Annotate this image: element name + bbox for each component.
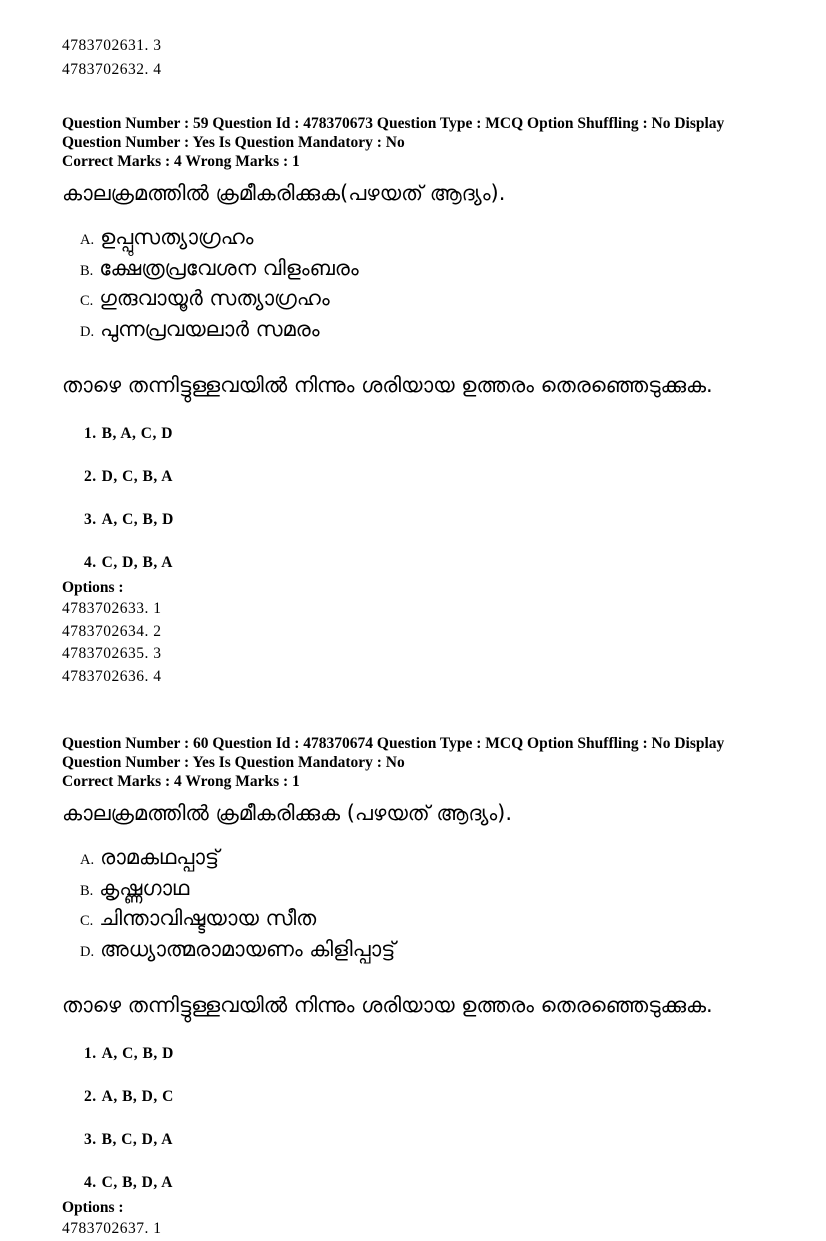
item-label: C. (80, 293, 94, 309)
option-id-row (62, 643, 770, 666)
list-item (80, 904, 770, 935)
item-text: ഗുരുവായൂർ സത്യാഗ്രഹം (99, 286, 330, 310)
choice-row (84, 1089, 770, 1105)
choice-text: B, A, C, D (101, 425, 173, 442)
choice-number: 2. (84, 468, 97, 485)
question-header: Question Number : 60 Question Id : 478370674 Question Type : MCQ Option Shuffling : No Display Question Number : Yes Is Question Mandatory : No (62, 735, 725, 771)
choice-text: A, C, B, D (101, 1045, 174, 1062)
option-id: 4783702631. (62, 37, 149, 54)
item-text: അധ്യാത്മരാമായണം കിളിപ്പാട്ട് (100, 936, 396, 961)
question-header: Question Number : 59 Question Id : 478370673 Question Type : MCQ Option Shuffling : No Display Question Number : Yes Is Question Mandatory : No (62, 115, 725, 151)
choice-number: 4. (84, 1174, 97, 1191)
choice-number: 2. (84, 1088, 97, 1105)
list-item (80, 315, 770, 346)
choice-text: C, D, B, A (101, 554, 173, 571)
item-text: ക്ഷേത്രപ്രവേശന വിളംബരം (99, 255, 359, 280)
item-text: കൃഷ്ണഗാഥ (99, 875, 190, 900)
choice-row (84, 555, 770, 571)
choice-text: B, C, D, A (101, 1131, 173, 1148)
question-text: കാലക്രമത്തിൽ ക്രമീകരിക്കുക(പഴയത് ആദ്യം). (62, 181, 506, 205)
item-label: D. (80, 943, 95, 960)
option-id: 4783702634. (62, 622, 149, 640)
item-label: A. (80, 852, 95, 868)
item-label: B. (80, 262, 94, 279)
choice-row (84, 1132, 770, 1148)
option-answer: 3 (153, 645, 162, 662)
choice-text: A, B, D, C (101, 1088, 174, 1105)
option-id: 4783702633. (62, 600, 149, 617)
list-item (80, 254, 770, 285)
option-id: 4783702636. (62, 667, 149, 685)
question-text: കാലക്രമത്തിൽ ക്രമീകരിക്കുക (പഴയത് ആദ്യം). (62, 801, 513, 825)
option-answer: 1 (153, 600, 162, 617)
question-instruction: താഴെ തന്നിട്ടുള്ളവയിൽ നിന്നും ശരിയായ ഉത്തരം തെരഞ്ഞെടുക്കുക. (62, 373, 713, 397)
choice-row (84, 426, 770, 442)
choice-number: 3. (84, 1131, 97, 1148)
choice-text: D, C, B, A (101, 468, 173, 485)
list-item (80, 874, 770, 905)
question-item-list (80, 843, 770, 965)
option-id-list (62, 1218, 770, 1241)
option-id-row (62, 1218, 770, 1241)
choice-row (84, 1046, 770, 1062)
question-block-60 (62, 734, 770, 1241)
option-id-list (62, 598, 770, 688)
list-item (80, 843, 770, 874)
item-label: A. (80, 232, 95, 248)
choice-text: A, C, B, D (101, 511, 174, 528)
option-answer: 4 (153, 667, 162, 685)
list-item (80, 223, 770, 254)
options-label: Options : (62, 579, 124, 596)
choice-number: 3. (84, 511, 97, 528)
item-text: ചിന്താവിഷ്ടയായ സീത (99, 906, 317, 930)
option-answer: 4 (153, 61, 162, 78)
choice-number: 1. (84, 1045, 97, 1062)
option-id: 4783702637. (62, 1220, 149, 1237)
choice-list (84, 1046, 770, 1191)
choice-number: 4. (84, 554, 97, 571)
item-label: B. (80, 882, 94, 899)
choice-number: 1. (84, 425, 97, 442)
item-label: D. (80, 323, 95, 340)
item-text: പുന്നപ്രവയലാർ സമരം (100, 316, 320, 341)
item-text: ഉപ്പുസത്യാഗ്രഹം (100, 225, 254, 249)
list-item (80, 935, 770, 966)
item-label: C. (80, 913, 94, 929)
option-id-row (62, 34, 770, 58)
question-marks: Correct Marks : 4 Wrong Marks : 1 (62, 773, 300, 790)
choice-row (84, 1175, 770, 1191)
options-label: Options : (62, 1199, 124, 1216)
question-block-59 (62, 114, 770, 688)
option-id: 4783702632. (62, 61, 149, 78)
choice-row (84, 512, 770, 528)
choice-row (84, 469, 770, 485)
option-id-row (62, 621, 770, 644)
option-id-row (62, 598, 770, 621)
option-id-row (62, 666, 770, 689)
question-instruction: താഴെ തന്നിട്ടുള്ളവയിൽ നിന്നും ശരിയായ ഉത്തരം തെരഞ്ഞെടുക്കുക. (62, 993, 713, 1017)
item-text: രാമകഥപ്പാട്ട് (100, 845, 220, 869)
option-answer: 2 (153, 622, 162, 640)
option-id: 4783702635. (62, 645, 149, 662)
question-marks: Correct Marks : 4 Wrong Marks : 1 (62, 153, 300, 170)
previous-question-option-ids (62, 34, 770, 82)
list-item (80, 284, 770, 315)
choice-text: C, B, D, A (101, 1174, 173, 1191)
choice-list (84, 426, 770, 571)
option-answer: 3 (153, 37, 162, 54)
question-item-list (80, 223, 770, 345)
option-id-row (62, 58, 770, 82)
option-answer: 1 (153, 1220, 162, 1237)
